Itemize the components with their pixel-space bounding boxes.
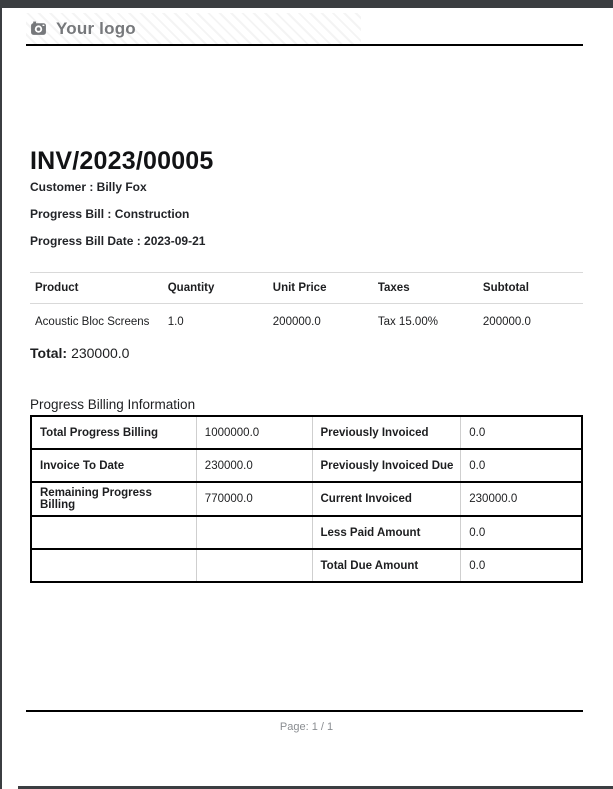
billing-value: 0.0 bbox=[461, 516, 582, 549]
total-label: Total: bbox=[30, 345, 68, 361]
billing-value: 1000000.0 bbox=[196, 416, 312, 449]
billing-value: 0.0 bbox=[461, 449, 582, 482]
column-header-subtotal: Subtotal bbox=[478, 273, 583, 304]
billing-label: Previously Invoiced Due bbox=[312, 449, 461, 482]
company-logo-placeholder bbox=[26, 13, 361, 44]
footer-divider bbox=[26, 710, 583, 712]
billing-value: 770000.0 bbox=[196, 482, 312, 516]
billing-label: Previously Invoiced bbox=[312, 416, 461, 449]
billing-value: 0.0 bbox=[461, 549, 582, 582]
page-number: Page: 1 / 1 bbox=[279, 721, 334, 733]
cell-taxes: Tax 15.00% bbox=[377, 316, 438, 328]
customer-line: Customer : Billy Fox bbox=[30, 180, 147, 194]
billing-empty-cell bbox=[196, 549, 312, 582]
cell-subtotal: 200000.0 bbox=[482, 316, 531, 328]
product-table bbox=[30, 272, 583, 338]
column-header-quantity: Quantity bbox=[163, 273, 268, 304]
billing-row bbox=[31, 482, 582, 516]
billing-label: Invoice To Date bbox=[31, 449, 196, 482]
invoice-total bbox=[30, 345, 129, 361]
billing-empty-cell bbox=[31, 549, 196, 582]
invoice-number-title: INV/2023/00005 bbox=[30, 147, 214, 175]
progress-billing-table bbox=[30, 415, 583, 583]
column-header-product: Product bbox=[30, 273, 163, 304]
progress-bill-date-line: Progress Bill Date : 2023-09-21 bbox=[30, 234, 206, 248]
logo-text: Your logo bbox=[56, 18, 136, 38]
billing-label: Total Due Amount bbox=[312, 549, 461, 582]
billing-label: Current Invoiced bbox=[312, 482, 461, 516]
header-divider bbox=[26, 44, 583, 46]
billing-row bbox=[31, 416, 582, 449]
progress-bill-line: Progress Bill : Construction bbox=[30, 207, 190, 221]
column-header-unit-price: Unit Price bbox=[268, 273, 373, 304]
total-value: 230000.0 bbox=[71, 345, 130, 361]
billing-row bbox=[31, 549, 582, 582]
billing-value: 230000.0 bbox=[196, 449, 312, 482]
billing-row bbox=[31, 516, 582, 549]
billing-label: Total Progress Billing bbox=[31, 416, 196, 449]
billing-empty-cell bbox=[31, 516, 196, 549]
column-header-taxes: Taxes bbox=[373, 273, 478, 304]
viewer-top-edge bbox=[0, 0, 613, 8]
cell-unit-price: 200000.0 bbox=[272, 316, 321, 328]
billing-row bbox=[31, 449, 582, 482]
billing-section-title: Progress Billing Information bbox=[30, 397, 196, 412]
billing-empty-cell bbox=[196, 516, 312, 549]
cell-product-name: Acoustic Bloc Screens bbox=[35, 316, 150, 328]
viewer-left-edge bbox=[0, 0, 2, 789]
billing-value: 230000.0 bbox=[461, 482, 582, 516]
billing-label: Remaining Progress Billing bbox=[31, 482, 196, 516]
product-table-row bbox=[30, 304, 583, 339]
billing-label: Less Paid Amount bbox=[312, 516, 461, 549]
product-table-header-row bbox=[30, 273, 583, 304]
billing-value: 0.0 bbox=[461, 416, 582, 449]
cell-quantity: 1.0 bbox=[167, 316, 184, 328]
camera-icon bbox=[30, 20, 47, 37]
